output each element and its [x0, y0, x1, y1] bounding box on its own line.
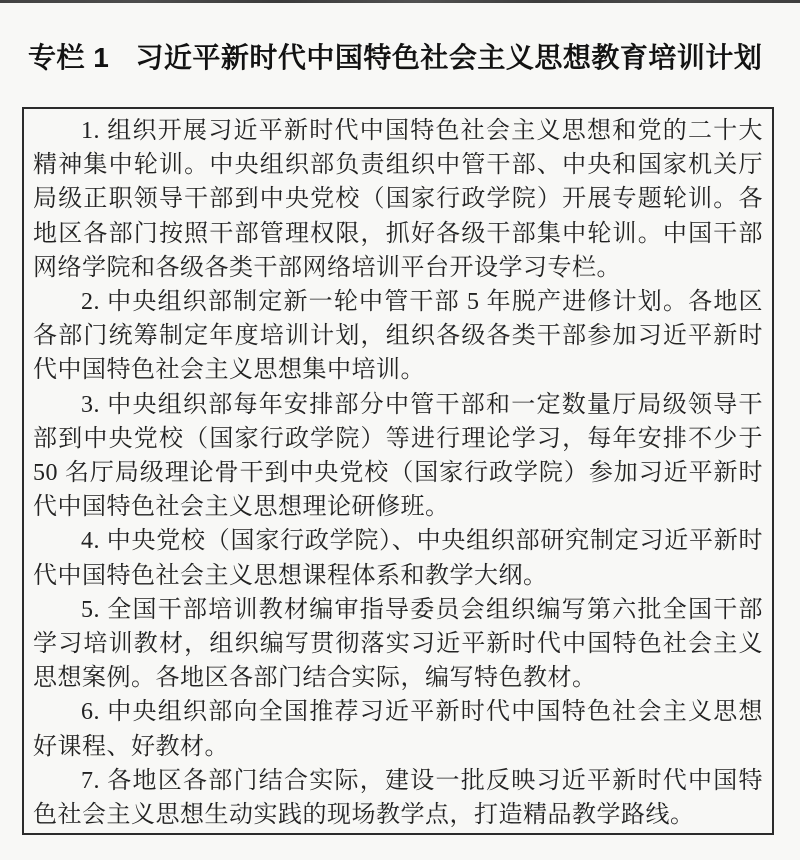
paragraph-3: 3. 中央组织部每年安排部分中管干部和一定数量厅局级领导干部到中央党校（国家行政学院）等进行理论学习，每年安排不少于 50 名厅局级理论骨干到中央党校（国家行政学院）参加习近平新时代中国特色社会主义思想理论研修班。 — [33, 391, 763, 521]
paragraph-6: 6. 中央组织部向全国推荐习近平新时代中国特色社会主义思想好课程、好教材。 — [33, 699, 763, 760]
content-box — [22, 107, 774, 835]
paragraph-2: 2. 中央组织部制定新一轮中管干部 5 年脱产进修计划。各地区各部门统筹制定年度培训计划，组织各级各类干部参加习近平新时代中国特色社会主义思想集中培训。 — [33, 289, 763, 384]
paragraph-1: 1. 组织开展习近平新时代中国特色社会主义思想和党的二十大精神集中轮训。中央组织部负责组织中管干部、中央和国家机关厅局级正职领导干部到中央党校（国家行政学院）开展专题轮训。各地区各部门按照干部管理权限，抓好各级干部集中轮训。中国干部网络学院和各级各类干部网络培训平台开设学习专栏。 — [33, 118, 763, 281]
paragraph-4: 4. 中央党校（国家行政学院）、中央组织部研究制定习近平新时代中国特色社会主义思想课程体系和教学大纲。 — [33, 528, 763, 589]
box-header — [28, 36, 776, 76]
paragraph-5: 5. 全国干部培训教材编审指导委员会组织编写第六批全国干部学习培训教材，组织编写贯彻落实习近平新时代中国特色社会主义思想案例。各地区各部门结合实际，编写特色教材。 — [33, 596, 763, 692]
column-title: 习近平新时代中国特色社会主义思想教育培训计划 — [135, 42, 763, 73]
column-label: 专栏 1 — [28, 42, 110, 73]
paragraph-7: 7. 各地区各部门结合实际，建设一批反映习近平新时代中国特色社会主义思想生动实践的现场教学点，打造精品教学路线。 — [33, 767, 763, 829]
top-rule — [0, 0, 800, 3]
